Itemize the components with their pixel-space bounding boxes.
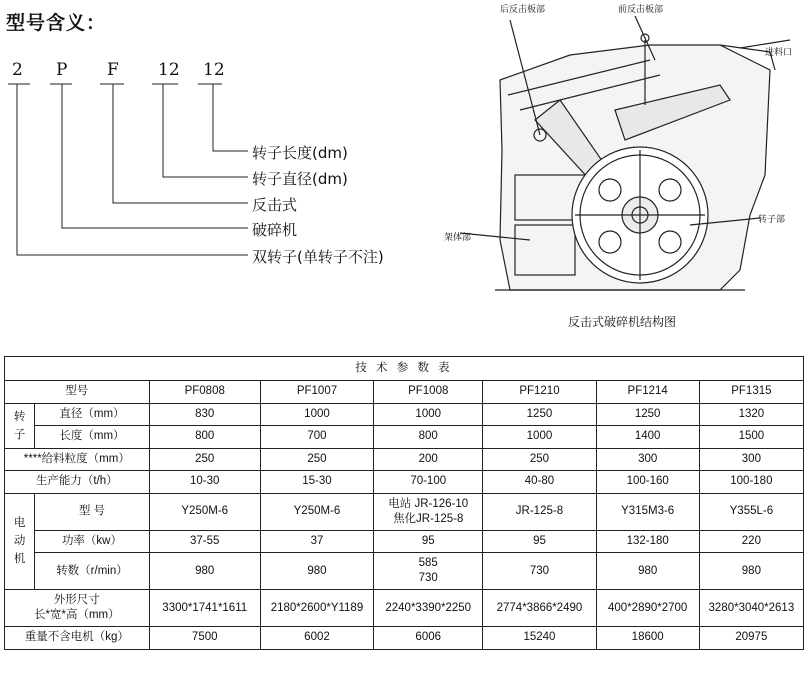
dimensions-label: 外形尺寸 长*宽*高（mm）	[5, 590, 150, 627]
rotor-group-label: 转 子	[5, 403, 35, 448]
rotor-length-cell: 1000	[483, 426, 596, 449]
table-row	[5, 590, 804, 627]
feed-size-cell: 250	[483, 448, 596, 471]
motor-speed-cell: 980	[699, 553, 803, 590]
capacity-label: 生产能力（t/h）	[5, 471, 150, 494]
rotor-diameter-cell: 1250	[483, 403, 596, 426]
inlet-label: 进料口	[765, 48, 793, 58]
motor-speed-label: 转数（r/min）	[35, 553, 149, 590]
dimensions-cell: 3280*3040*2613	[699, 590, 803, 627]
weight-cell: 6006	[374, 627, 483, 650]
model-cell: PF1007	[260, 381, 373, 404]
rotor-diameter-label: 直径（mm）	[35, 403, 149, 426]
dimensions-cell: 2774*3866*2490	[483, 590, 596, 627]
motor-group-label: 电 动 机	[5, 493, 35, 590]
motor-power-cell: 132-180	[596, 530, 699, 553]
table-row	[5, 553, 804, 590]
motor-speed-cell: 980	[149, 553, 260, 590]
weight-label: 重量不含电机（kg）	[5, 627, 150, 650]
weight-cell: 20975	[699, 627, 803, 650]
model-legend-item: 反击式	[252, 196, 298, 214]
motor-model-cell: Y315M3-6	[596, 493, 699, 530]
model-legend-item: 转子直径(dm)	[252, 170, 348, 188]
model-code-connectors	[0, 0, 260, 270]
feed-size-cell: 300	[596, 448, 699, 471]
table-row	[5, 381, 804, 404]
rotor-diameter-cell: 830	[149, 403, 260, 426]
capacity-cell: 40-80	[483, 471, 596, 494]
dimensions-cell: 2180*2600*Y1189	[260, 590, 373, 627]
rotor-diameter-cell: 1000	[374, 403, 483, 426]
capacity-cell: 100-180	[699, 471, 803, 494]
weight-cell: 18600	[596, 627, 699, 650]
motor-model-cell: Y250M-6	[149, 493, 260, 530]
motor-model-cell: 电站 JR-126-10 焦化JR-125-8	[374, 493, 483, 530]
feed-size-cell: 300	[699, 448, 803, 471]
table-row	[5, 493, 804, 530]
model-code-char: 12	[158, 60, 180, 80]
model-cell: PF0808	[149, 381, 260, 404]
motor-model-cell: Y250M-6	[260, 493, 373, 530]
table-row	[5, 530, 804, 553]
rotor-label: 转子部	[758, 215, 786, 225]
model-code-char: P	[56, 60, 68, 80]
table-row	[5, 448, 804, 471]
front-plate-label: 前反击板部	[618, 5, 664, 15]
motor-power-cell: 95	[374, 530, 483, 553]
model-cell: PF1214	[596, 381, 699, 404]
dimensions-cell: 3300*1741*1611	[149, 590, 260, 627]
motor-power-cell: 220	[699, 530, 803, 553]
motor-model-label: 型 号	[35, 493, 149, 530]
weight-cell: 15240	[483, 627, 596, 650]
table-title: 技 术 参 数 表	[5, 357, 804, 381]
model-cell: PF1008	[374, 381, 483, 404]
table-row	[5, 403, 804, 426]
motor-power-cell: 95	[483, 530, 596, 553]
rear-plate-label: 后反击板部	[500, 5, 546, 15]
rotor-length-label: 长度（mm）	[35, 426, 149, 449]
rotor-diameter-cell: 1250	[596, 403, 699, 426]
rotor-length-cell: 1400	[596, 426, 699, 449]
technical-parameters-table	[4, 356, 804, 650]
model-code-char: 12	[203, 60, 225, 80]
table-row	[5, 426, 804, 449]
dimensions-cell: 400*2890*2700	[596, 590, 699, 627]
weight-cell: 7500	[149, 627, 260, 650]
feed-size-cell: 200	[374, 448, 483, 471]
table-row	[5, 627, 804, 650]
motor-model-cell: Y355L-6	[699, 493, 803, 530]
inlet-leader	[740, 40, 790, 48]
rotor-diameter-cell: 1320	[699, 403, 803, 426]
crusher-structure-diagram	[440, 0, 808, 310]
dimensions-cell: 2240*3390*2250	[374, 590, 483, 627]
weight-cell: 6002	[260, 627, 373, 650]
motor-speed-cell: 980	[596, 553, 699, 590]
model-meaning-heading: 型号含义：	[6, 12, 107, 34]
table-row	[5, 471, 804, 494]
rotor-length-cell: 1500	[699, 426, 803, 449]
capacity-cell: 10-30	[149, 471, 260, 494]
rotor-length-cell: 800	[149, 426, 260, 449]
capacity-cell: 100-160	[596, 471, 699, 494]
model-legend-item: 转子长度(dm)	[252, 144, 348, 162]
motor-power-cell: 37	[260, 530, 373, 553]
model-legend-item: 破碎机	[252, 221, 298, 239]
motor-speed-cell: 730	[483, 553, 596, 590]
frame-label: 架体部	[444, 233, 472, 243]
model-legend-item: 双转子(单转子不注)	[252, 248, 384, 266]
model-row-label: 型号	[5, 381, 150, 404]
diagram-caption: 反击式破碎机结构图	[568, 315, 677, 329]
rotor-diameter-cell: 1000	[260, 403, 373, 426]
capacity-cell: 70-100	[374, 471, 483, 494]
feed-size-cell: 250	[149, 448, 260, 471]
model-code-char: 2	[12, 60, 23, 80]
motor-speed-cell: 980	[260, 553, 373, 590]
rotor-length-cell: 800	[374, 426, 483, 449]
feed-size-label: ****给料粒度（mm）	[5, 448, 150, 471]
motor-power-cell: 37-55	[149, 530, 260, 553]
feed-size-cell: 250	[260, 448, 373, 471]
motor-model-cell: JR-125-8	[483, 493, 596, 530]
model-cell: PF1315	[699, 381, 803, 404]
model-cell: PF1210	[483, 381, 596, 404]
rotor-length-cell: 700	[260, 426, 373, 449]
motor-speed-cell: 585 730	[374, 553, 483, 590]
motor-power-label: 功率（kw）	[35, 530, 149, 553]
model-code-char: F	[107, 60, 119, 80]
capacity-cell: 15-30	[260, 471, 373, 494]
